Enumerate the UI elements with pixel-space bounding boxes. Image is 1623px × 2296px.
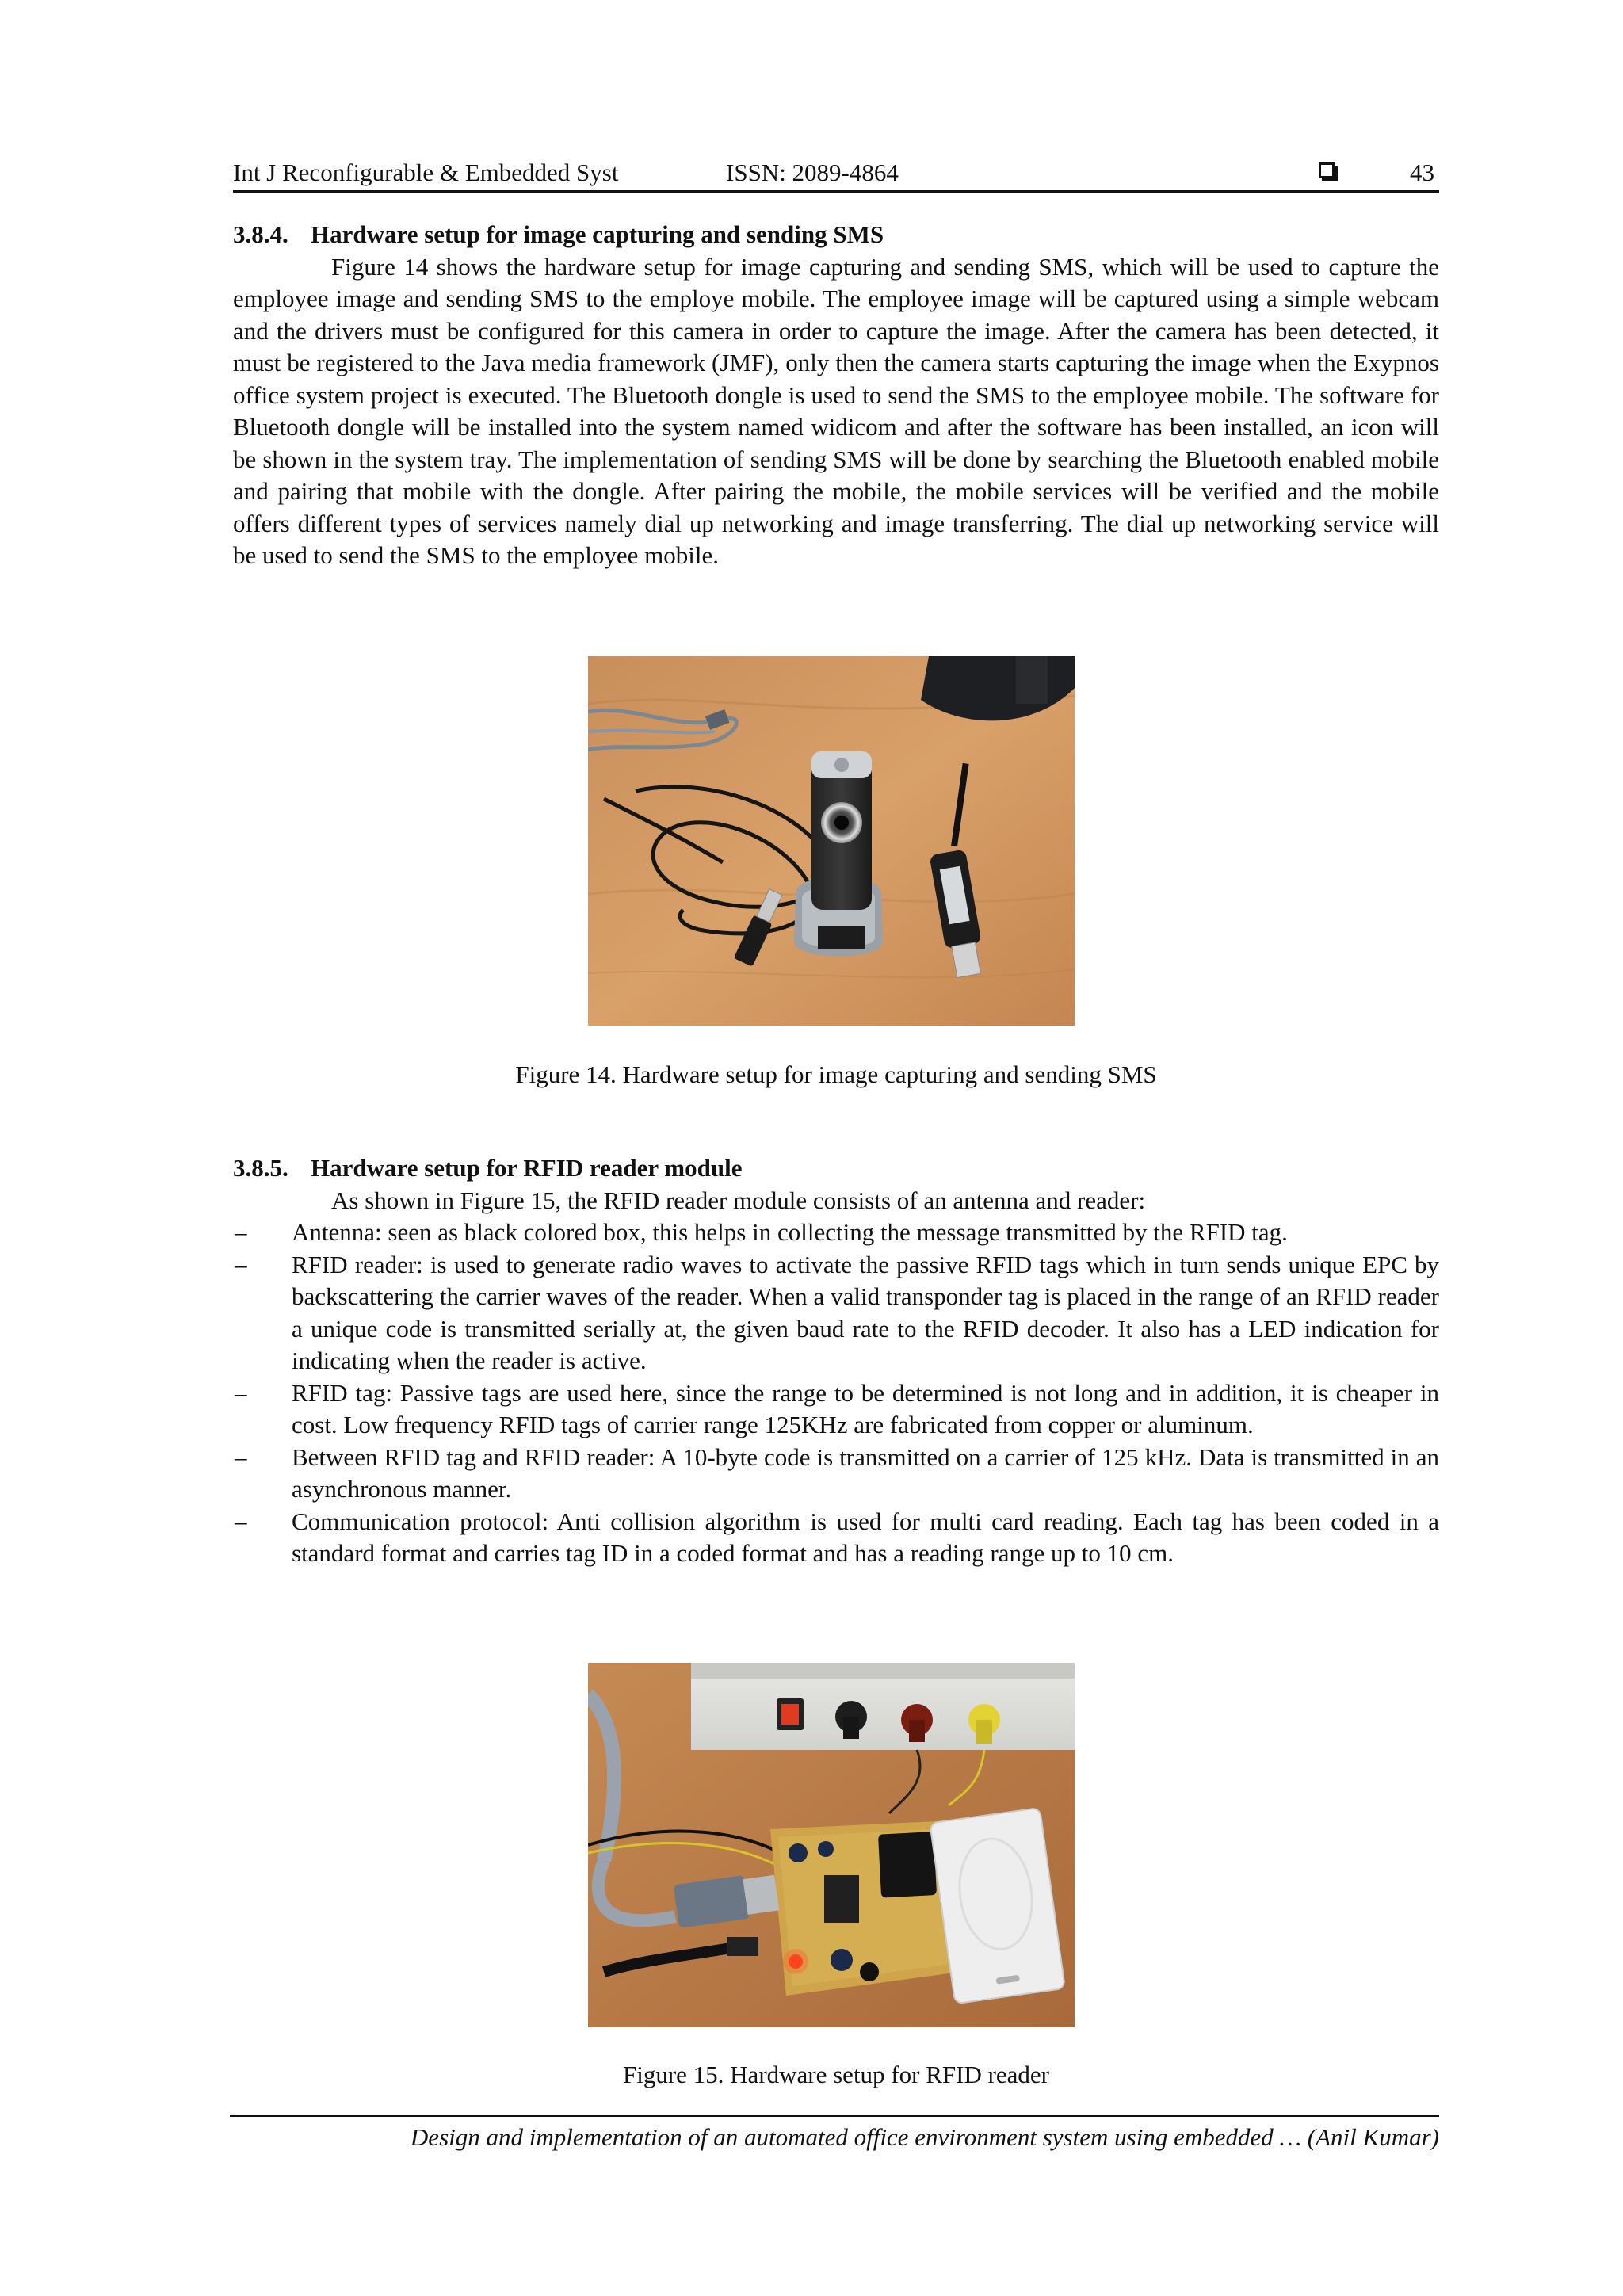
component-list (233, 1217, 1439, 1570)
figure-15-photo (588, 1663, 1075, 2027)
section-number: 3.8.5. (233, 1154, 288, 1182)
running-footer: Design and implementation of an automated office environment system using embedded … (Anil Kumar) (230, 2115, 1439, 2155)
list-item: – Between RFID tag and RFID reader: A 10-byte code is transmitted on a carrier of 125 kHz. Data is transmitted in an asynchronous manner. (235, 1442, 1439, 1503)
square-bullet-icon (1319, 162, 1335, 178)
running-header (233, 155, 1439, 193)
list-item: – RFID tag: Passive tags are used here, since the range to be determined is not long and in addition, it is cheaper in cost. Low frequency RFID tags of carrier range 125KHz are fabricated from copper or aluminum. (235, 1378, 1439, 1438)
list-item: – RFID reader: is used to generate radio waves to activate the passive RFID tags which in turn sends unique EPC by backscattering the carrier waves of the reader. When a valid transponder tag is placed in the range of an RFID reader a unique code is transmitted serially at, the given baud rate to the RFID decoder. It also has a LED indication for indicating when the reader is active. (235, 1250, 1439, 1374)
list-item: – Antenna: seen as black colored box, this helps in collecting the message transmitted by the RFID tag. (235, 1218, 1288, 1246)
section-heading (233, 1152, 1439, 1185)
body-paragraph: Figure 14 shows the hardware setup for image capturing and sending SMS, which will be used to capture the employee image and sending SMS to the employe mobile. The employee image will be captured using a simple webcam and the drivers must be configured for this camera in order to capture the image. After the camera has been detected, it must be registered to the Java media framework (JMF), only then the camera starts capturing the image when the Exypnos office system project is executed. The Bluetooth dongle is used to send the SMS to the employee mobile. The software for Bluetooth dongle will be installed into the system named widicom and after the software has been installed, an icon will be shown in the system tray. The implementation of sending SMS will be done by searching the Bluetooth enabled mobile and pairing that mobile with the dongle. After pairing the mobile, the mobile services will be verified and the mobile offers different types of services namely dial up networking and image transferring. The dial up networking service will be used to send the SMS to the employee mobile. (233, 252, 1439, 569)
section-title: Hardware setup for RFID reader module (311, 1154, 743, 1182)
section-number: 3.8.4. (233, 220, 288, 248)
lead-sentence: As shown in Figure 15, the RFID reader module consists of an antenna and reader: (331, 1186, 1146, 1214)
page-number: 43 (1410, 159, 1434, 186)
list-item: – Communication protocol: Anti collision algorithm is used for multi card reading. Each tag has been coded in a standard format and carries tag ID in a coded format and has a reading range up to 10 cm. (235, 1507, 1439, 1567)
section-heading (233, 219, 1439, 251)
rfid-reader-photo (588, 1663, 1075, 2027)
issn-label: ISSN: 2089-4864 (726, 159, 899, 186)
figure-14-caption: Figure 14. Hardware setup for image capturing and sending SMS (515, 1060, 1157, 1088)
section-3-8-5 (233, 1152, 1439, 1570)
figure-15-caption: Figure 15. Hardware setup for RFID reader (622, 2061, 1050, 2088)
webcam-dongle-photo (588, 656, 1075, 1026)
section-title: Hardware setup for image capturing and sending SMS (311, 220, 884, 248)
section-3-8-4 (233, 219, 1439, 572)
figure-14-photo (588, 656, 1075, 1026)
journal-name: Int J Reconfigurable & Embedded Syst (233, 159, 619, 186)
